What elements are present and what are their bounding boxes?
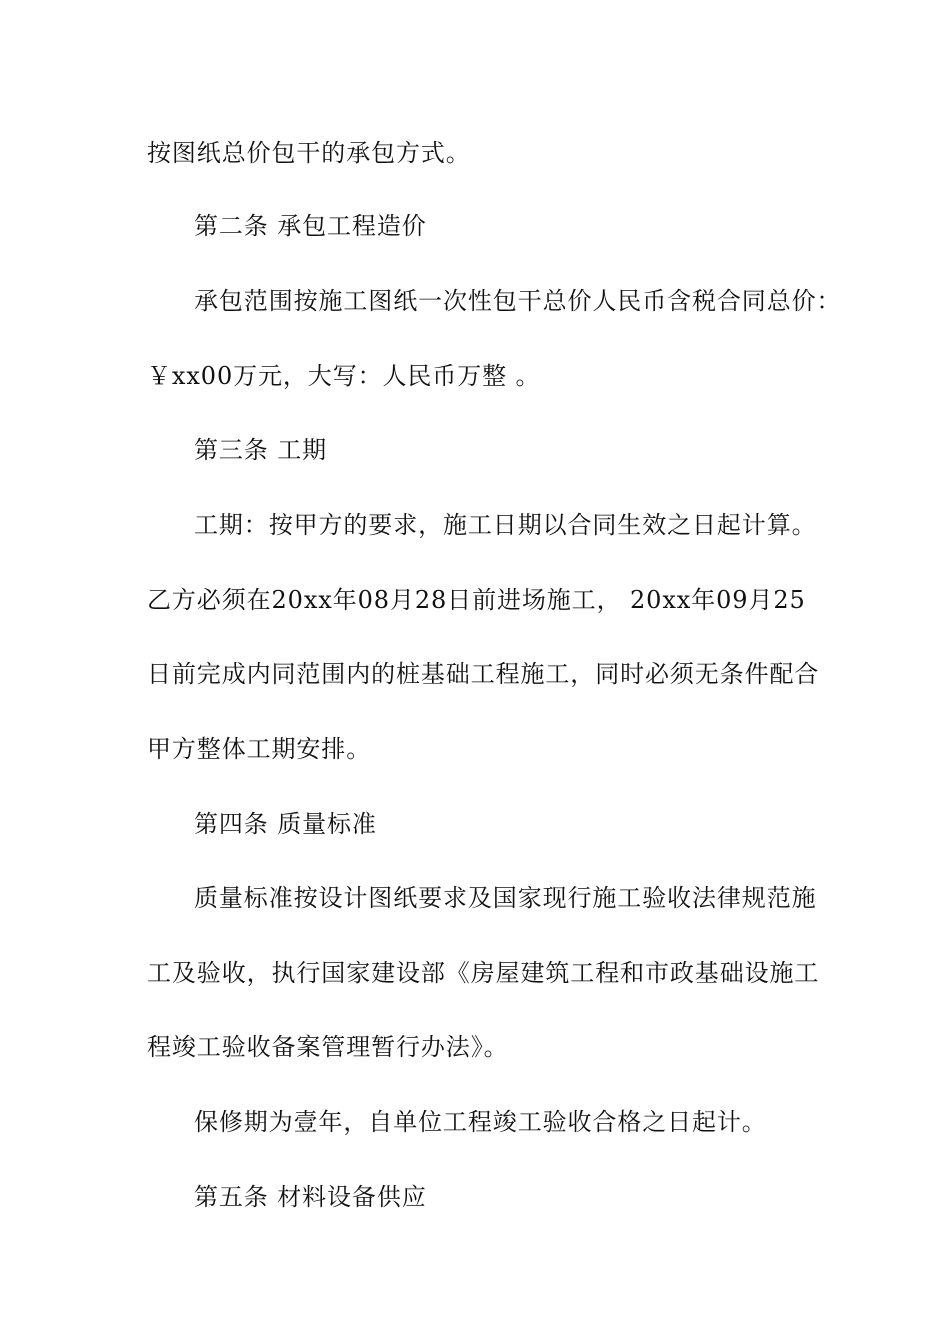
body-text-line: 工及验收，执行国家建设部《房屋建筑工程和市政基础设施工	[147, 959, 820, 987]
article-heading: 第三条 工期	[194, 436, 328, 464]
body-text-line: 甲方整体工期安排。	[147, 735, 372, 763]
body-text-line: 承包范围按施工图纸一次性包干总价人民币含税合同总价：	[194, 287, 842, 315]
body-text-line: 工期：按甲方的要求，施工日期以合同生效之日起计算。	[194, 511, 817, 539]
article-heading: 第四条 质量标准	[194, 810, 377, 838]
article-heading: 第二条 承包工程造价	[194, 212, 427, 240]
body-text-line: 程竣工验收备案管理暂行办法》。	[147, 1033, 509, 1061]
body-text-line: 日前完成内同范围内的桩基础工程施工，同时必须无条件配合	[147, 660, 820, 688]
body-text-line: 质量标准按设计图纸要求及国家现行施工验收法律规范施	[194, 884, 817, 912]
body-text-line: ￥xx00万元，大写：人民币万整 。	[147, 362, 541, 390]
article-heading: 第五条 材料设备供应	[194, 1183, 427, 1211]
body-text-line: 保修期为壹年，自单位工程竣工验收合格之日起计。	[194, 1108, 767, 1136]
body-text-line: 乙方必须在20xx年08月28日前进场施工， 20xx年09月25	[147, 586, 806, 614]
body-text-line: 按图纸总价包干的承包方式。	[147, 139, 471, 167]
